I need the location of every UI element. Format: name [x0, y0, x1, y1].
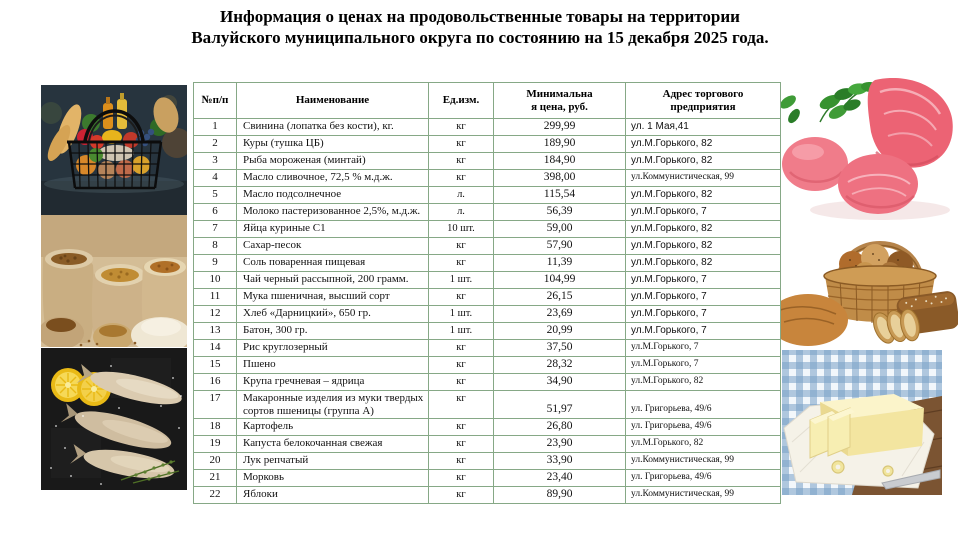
- table-row: [194, 255, 781, 272]
- table-row: [194, 419, 781, 436]
- col-header-num: №п/п: [194, 83, 237, 119]
- item-unit: кг: [429, 453, 494, 470]
- item-address: ул.М.Горького, 7: [626, 272, 781, 289]
- row-number: 7: [194, 221, 237, 238]
- bread-basket-photo: [780, 224, 958, 348]
- table-row: [194, 306, 781, 323]
- item-price: 56,39: [494, 204, 626, 221]
- item-name: Свинина (лопатка без кости), кг.: [237, 119, 429, 136]
- item-address: ул.Коммунистическая, 99: [626, 453, 781, 470]
- item-unit: кг: [429, 357, 494, 374]
- item-price: 11,39: [494, 255, 626, 272]
- row-number: 15: [194, 357, 237, 374]
- table-row: [194, 470, 781, 487]
- item-price: 37,50: [494, 340, 626, 357]
- item-name: Соль поваренная пищевая: [237, 255, 429, 272]
- table-row: [194, 453, 781, 470]
- butter-photo: [782, 350, 942, 495]
- item-unit: 1 шт.: [429, 323, 494, 340]
- item-price: 33,90: [494, 453, 626, 470]
- item-price: 20,99: [494, 323, 626, 340]
- item-price: 23,69: [494, 306, 626, 323]
- item-unit: кг: [429, 153, 494, 170]
- price-table-body: [194, 119, 781, 504]
- item-unit: кг: [429, 255, 494, 272]
- item-unit: л.: [429, 187, 494, 204]
- item-unit: 1 шт.: [429, 306, 494, 323]
- row-number: 3: [194, 153, 237, 170]
- row-number: 22: [194, 487, 237, 504]
- item-unit: кг: [429, 374, 494, 391]
- col-header-unit: Ед.изм.: [429, 83, 494, 119]
- item-unit: кг: [429, 391, 494, 419]
- row-number: 17: [194, 391, 237, 419]
- table-row: [194, 374, 781, 391]
- page-title-line1: Информация о ценах на продовольственные товары на территории: [220, 7, 740, 26]
- item-address: ул. Григорьева, 49/6: [626, 391, 781, 419]
- col-header-address: Адрес торгового предприятия: [626, 83, 781, 119]
- row-number: 11: [194, 289, 237, 306]
- item-name: Масло подсолнечное: [237, 187, 429, 204]
- row-number: 21: [194, 470, 237, 487]
- frozen-fish-photo: [41, 348, 187, 490]
- item-address: ул.М.Горького, 7: [626, 340, 781, 357]
- item-name: Лук репчатый: [237, 453, 429, 470]
- row-number: 13: [194, 323, 237, 340]
- item-unit: 1 шт.: [429, 272, 494, 289]
- table-row: [194, 136, 781, 153]
- item-price: 89,90: [494, 487, 626, 504]
- col-header-price: Минимальна я цена, руб.: [494, 83, 626, 119]
- item-price: 59,00: [494, 221, 626, 238]
- item-unit: кг: [429, 119, 494, 136]
- item-address: ул.М.Горького, 7: [626, 323, 781, 340]
- row-number: 14: [194, 340, 237, 357]
- table-header-row: [194, 83, 781, 119]
- item-price: 26,15: [494, 289, 626, 306]
- table-row: [194, 487, 781, 504]
- table-row: [194, 119, 781, 136]
- item-address: ул.М.Горького, 7: [626, 204, 781, 221]
- item-name: Картофель: [237, 419, 429, 436]
- item-unit: кг: [429, 238, 494, 255]
- table-row: [194, 221, 781, 238]
- item-price: 51,97: [494, 391, 626, 419]
- item-price: 34,90: [494, 374, 626, 391]
- item-name: Молоко пастеризованное 2,5%, м.д.ж.: [237, 204, 429, 221]
- item-unit: кг: [429, 487, 494, 504]
- raw-meat-photo: [780, 72, 958, 224]
- item-address: ул.М.Горького, 82: [626, 221, 781, 238]
- item-price: 104,99: [494, 272, 626, 289]
- table-row: [194, 323, 781, 340]
- table-row: [194, 272, 781, 289]
- item-price: 26,80: [494, 419, 626, 436]
- item-price: 23,40: [494, 470, 626, 487]
- item-address: ул.Коммунистическая, 99: [626, 170, 781, 187]
- grocery-basket-photo: [41, 85, 187, 215]
- table-row: [194, 357, 781, 374]
- row-number: 20: [194, 453, 237, 470]
- item-address: ул.М.Горького, 82: [626, 238, 781, 255]
- page-title-line2: Валуйского муниципального округа по состоянию на 15 декабря 2025 года.: [191, 28, 769, 47]
- table-row: [194, 436, 781, 453]
- item-address: ул. Григорьева, 49/6: [626, 419, 781, 436]
- item-name: Куры (тушка ЦБ): [237, 136, 429, 153]
- item-price: 57,90: [494, 238, 626, 255]
- row-number: 18: [194, 419, 237, 436]
- item-price: 28,32: [494, 357, 626, 374]
- item-price: 189,90: [494, 136, 626, 153]
- page-title: [0, 6, 960, 48]
- item-address: ул.Коммунистическая, 99: [626, 487, 781, 504]
- item-address: ул.М.Горького, 82: [626, 153, 781, 170]
- item-address: ул.М.Горького, 82: [626, 436, 781, 453]
- item-name: Крупа гречневая – ядрица: [237, 374, 429, 391]
- table-row: [194, 238, 781, 255]
- item-unit: кг: [429, 419, 494, 436]
- item-name: Сахар-песок: [237, 238, 429, 255]
- table-row: [194, 153, 781, 170]
- item-price: 115,54: [494, 187, 626, 204]
- item-address: ул.М.Горького, 7: [626, 289, 781, 306]
- item-name: Яблоки: [237, 487, 429, 504]
- row-number: 6: [194, 204, 237, 221]
- item-name: Рис круглозерный: [237, 340, 429, 357]
- item-name: Макаронные изделия из муки твердых сортов пшеницы (группа А): [237, 391, 429, 419]
- item-name: Батон, 300 гр.: [237, 323, 429, 340]
- item-unit: кг: [429, 136, 494, 153]
- item-name: Масло сливочное, 72,5 % м.д.ж.: [237, 170, 429, 187]
- row-number: 8: [194, 238, 237, 255]
- row-number: 19: [194, 436, 237, 453]
- row-number: 4: [194, 170, 237, 187]
- table-row: [194, 170, 781, 187]
- item-name: Морковь: [237, 470, 429, 487]
- item-unit: кг: [429, 289, 494, 306]
- item-price: 184,90: [494, 153, 626, 170]
- item-name: Чай черный рассыпной, 200 грамм.: [237, 272, 429, 289]
- row-number: 2: [194, 136, 237, 153]
- item-unit: кг: [429, 170, 494, 187]
- item-price: 23,90: [494, 436, 626, 453]
- row-number: 9: [194, 255, 237, 272]
- item-unit: л.: [429, 204, 494, 221]
- row-number: 16: [194, 374, 237, 391]
- item-unit: кг: [429, 340, 494, 357]
- table-row: [194, 204, 781, 221]
- item-address: ул.М.Горького, 82: [626, 255, 781, 272]
- item-address: ул.М.Горького, 82: [626, 136, 781, 153]
- table-row: [194, 187, 781, 204]
- item-address: ул.М.Горького, 82: [626, 187, 781, 204]
- item-name: Капуста белокочанная свежая: [237, 436, 429, 453]
- item-name: Пшено: [237, 357, 429, 374]
- row-number: 5: [194, 187, 237, 204]
- item-address: ул.М.Горького, 82: [626, 374, 781, 391]
- item-address: ул.М.Горького, 7: [626, 306, 781, 323]
- item-name: Хлеб «Дарницкий», 650 гр.: [237, 306, 429, 323]
- row-number: 10: [194, 272, 237, 289]
- item-name: Рыба мороженая (минтай): [237, 153, 429, 170]
- price-table: [193, 82, 781, 504]
- item-unit: кг: [429, 436, 494, 453]
- item-name: Яйца куриные С1: [237, 221, 429, 238]
- col-header-name: Наименование: [237, 83, 429, 119]
- item-price: 398,00: [494, 170, 626, 187]
- item-unit: кг: [429, 470, 494, 487]
- grain-sacks-photo: [41, 215, 187, 347]
- table-row: [194, 289, 781, 306]
- item-price: 299,99: [494, 119, 626, 136]
- item-unit: 10 шт.: [429, 221, 494, 238]
- item-address: ул.М.Горького, 7: [626, 357, 781, 374]
- item-address: ул. Григорьева, 49/6: [626, 470, 781, 487]
- item-address: ул. 1 Мая,41: [626, 119, 781, 136]
- table-row: [194, 391, 781, 419]
- table-row: [194, 340, 781, 357]
- row-number: 1: [194, 119, 237, 136]
- row-number: 12: [194, 306, 237, 323]
- item-name: Мука пшеничная, высший сорт: [237, 289, 429, 306]
